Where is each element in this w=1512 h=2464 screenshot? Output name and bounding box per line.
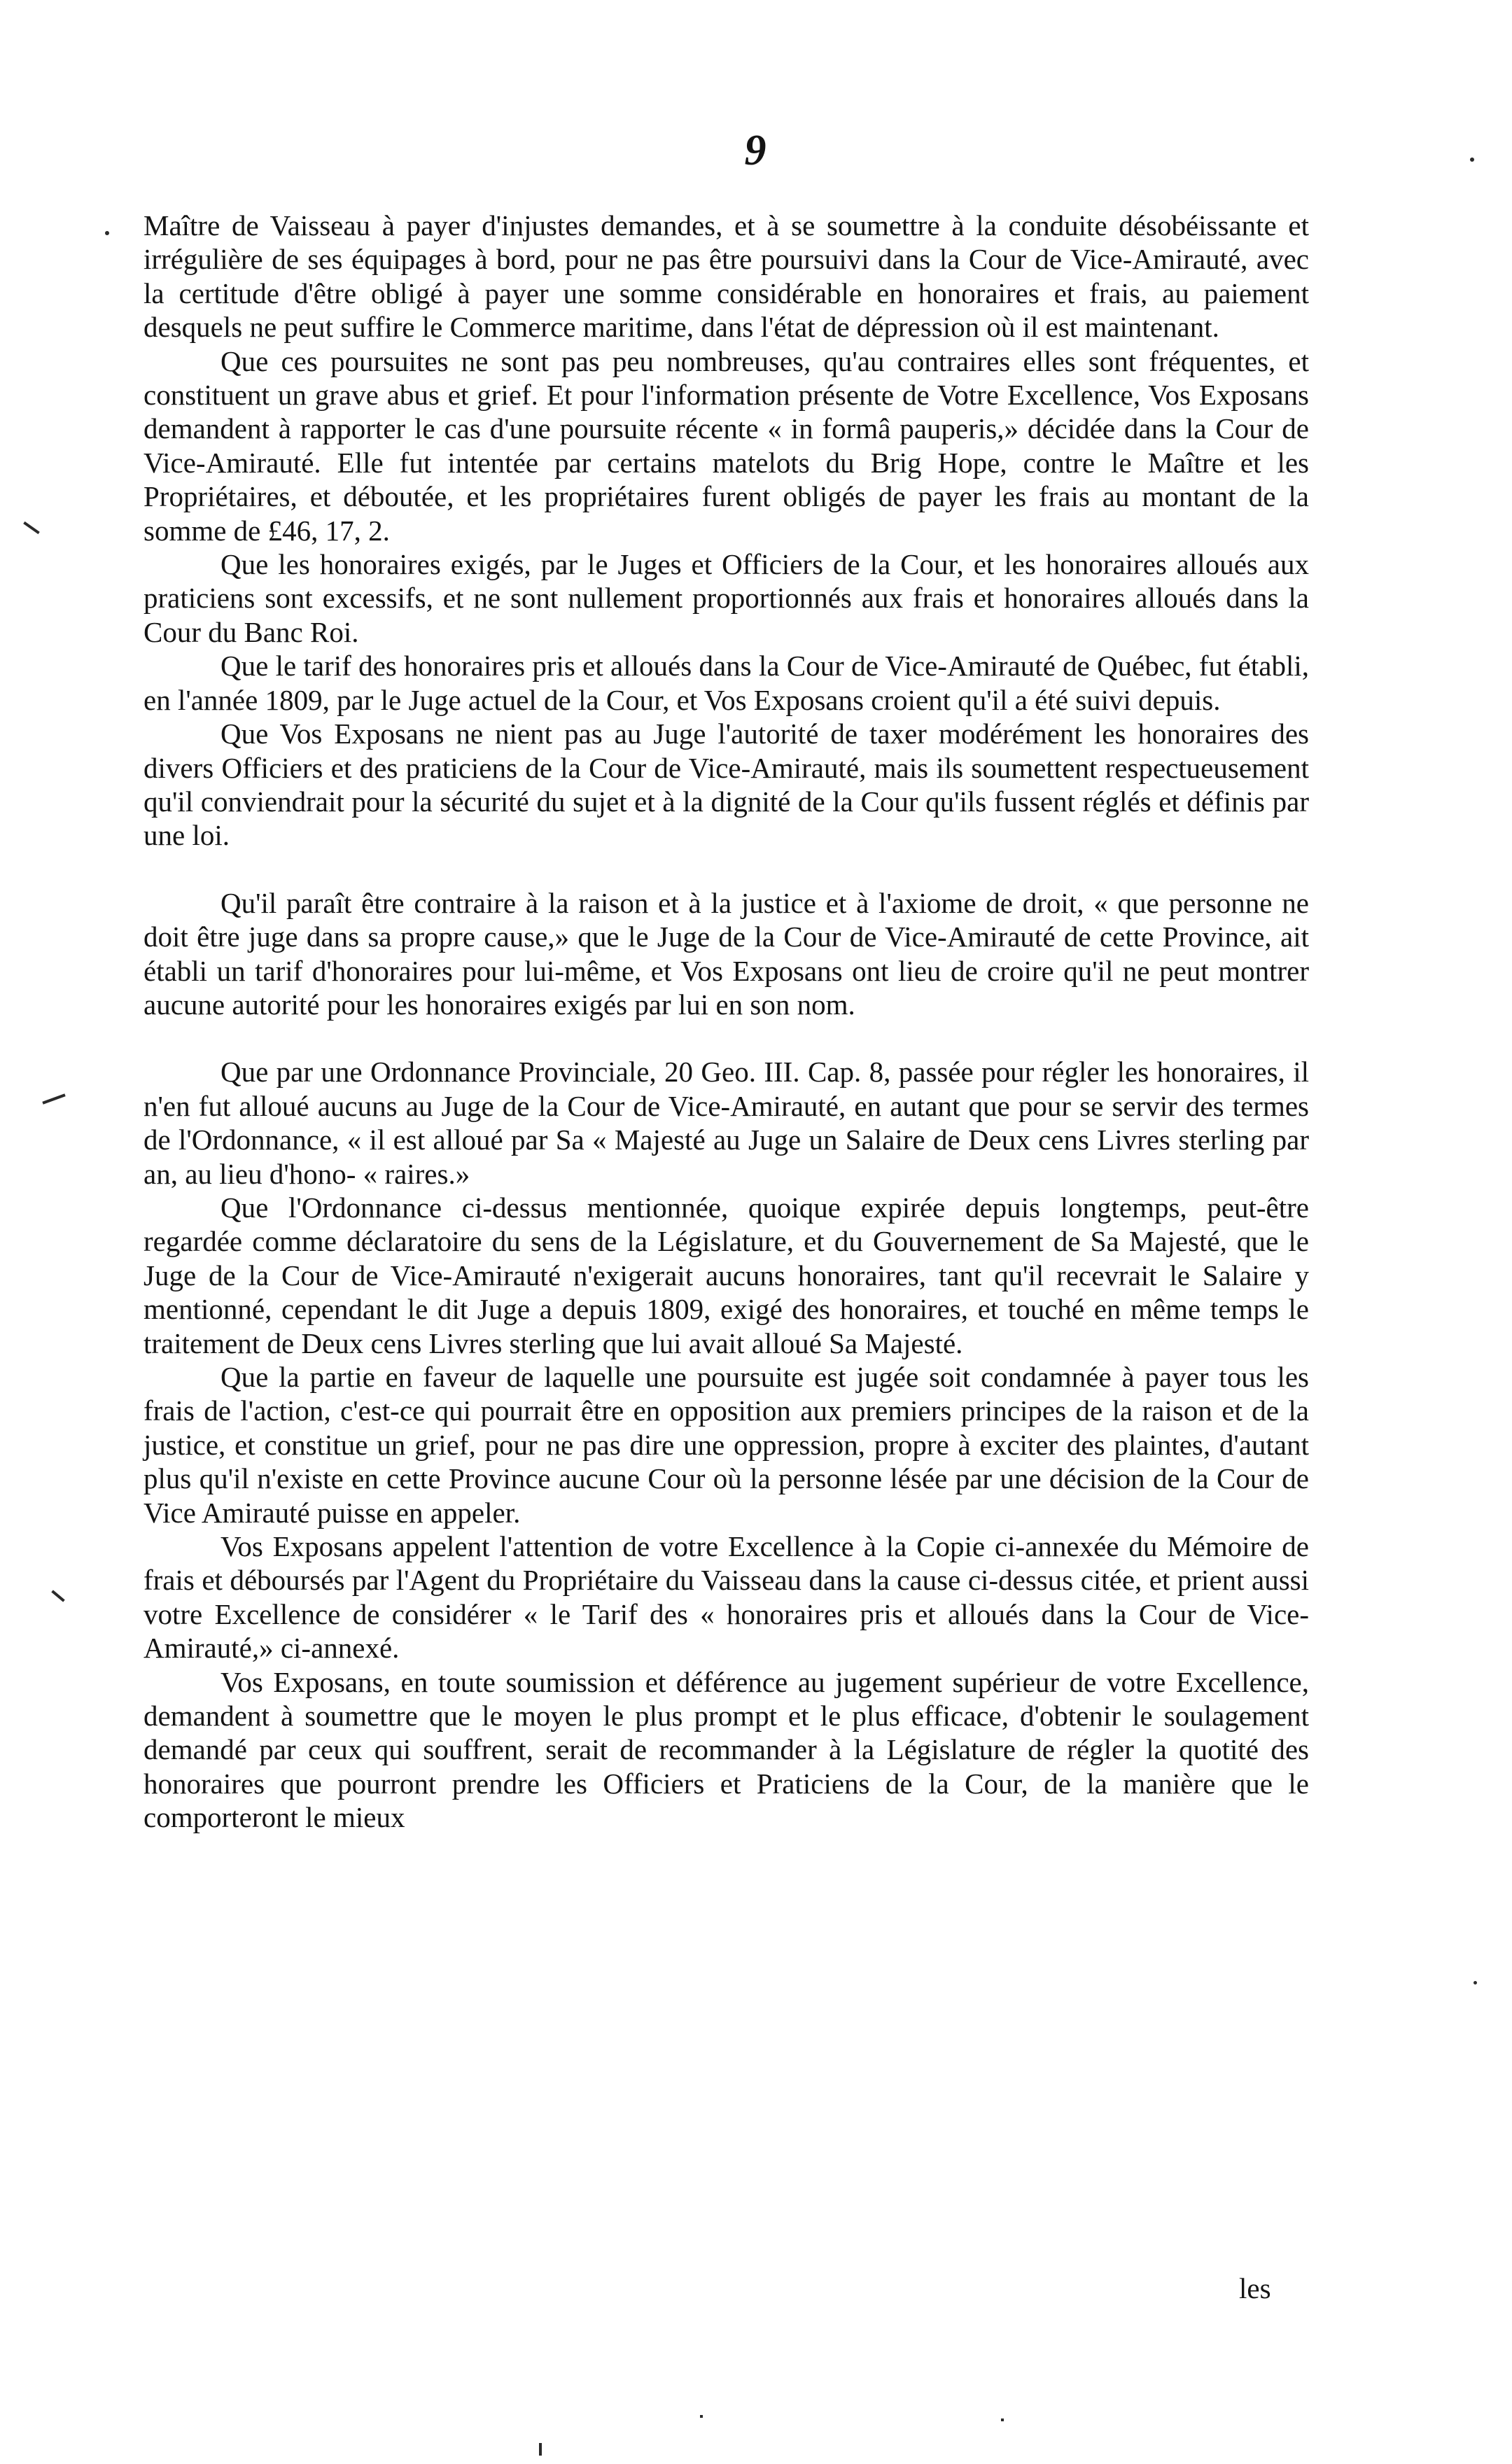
- paragraph-copie-annexee: Vos Exposans appelent l'attention de votre Excellence à la Copie ci-annexée du Mémoire de frais et déboursés par l'Agent du Propriétaire du Vaisseau dans la cause ci-dessus citée, et prient aussi votre Excellence de considérer « le Tarif des « honoraires pris et alloués dans la Cour de Vice-Amirauté,» ci-annexé.: [144, 1530, 1309, 1665]
- paragraph-frais-action: Que la partie en faveur de laquelle une poursuite est jugée soit condamnée à payer tous les frais de l'action, c'est-ce qui pourrait être en opposition aux premiers principes de la raison et de la justice, et constitue un grief, pour ne pas dire une oppression, propre à exciter des plaintes, d'autant plus qu'il n'existe en cette Province aucune Cour où la personne lésée par une décision de la Cour de Vice Amirauté puisse en appeler.: [144, 1361, 1309, 1529]
- paragraph-ordonnance: Que par une Ordonnance Provinciale, 20 Geo. III. Cap. 8, passée pour régler les honoraires, il n'en fut alloué aucuns au Juge de la Cour de Vice-Amirauté, en autant que pour se servir des termes de l'Ordonnance, « il est alloué par Sa « Majesté au Juge un Salaire de Deux cens Livres sterling par an, au lieu d'hono- « raires.»: [144, 1056, 1309, 1190]
- paragraph-soumission: Vos Exposans, en toute soumission et déférence au jugement supérieur de votre Excellence, demandent à soumettre que le moyen le plus prompt et le plus efficace, d'obtenir le soulagement demandé par ceux qui souffrent, serait de recommander à la Législature de régler la quotité des honoraires que pourront prendre les Officiers et Praticiens de la Cour, de la manière que le comporteront le mieux: [144, 1665, 1309, 1834]
- scan-speck: [539, 2443, 542, 2456]
- paragraph-honoraires-exiges: Que les honoraires exigés, par le Juges et Officiers de la Cour, et les honoraires alloués aux praticiens sont excessifs, et ne sont nullement proportionnés aux frais et honoraires alloués dans la Cour du Banc Roi.: [144, 548, 1309, 648]
- paragraph-tarif: Que le tarif des honoraires pris et alloués dans la Cour de Vice-Amirauté de Québec, fut établi, en l'année 1809, par le Juge actuel de la Cour, et Vos Exposans croient qu'il a été suivi depuis.: [144, 650, 1309, 716]
- scan-speck: [700, 2415, 703, 2418]
- paragraph-ordonnance-expiree: Que l'Ordonnance ci-dessus mentionnée, quoique expirée depuis longtemps, peut-être regardée comme déclaratoire du sens de la Législature, et du Gouvernement de Sa Majesté, que le Juge de la Cour de Vice-Amirauté n'exigerait aucuns honoraires, tant qu'il recevrait le Salaire y mentionné, cependant le dit Juge a depuis 1809, exigé des honoraires, et touché en même temps le traitement de Deux cens Livres sterling que lui avait alloué Sa Majesté.: [144, 1191, 1309, 1359]
- scan-speck: [1470, 158, 1474, 162]
- scan-speck: [105, 231, 109, 235]
- paragraph-poursuites: Que ces poursuites ne sont pas peu nombreuses, qu'au contraires elles sont fréquentes, et constituent un grave abus et grief. Et pour l'information présente de Votre Excellence, Vos Exposans demandent à rapporter le cas d'une poursuite récente « in formâ pauperis,» décidée dans la Cour de Vice-Amirauté. Elle fut intentée par certains matelots du Brig Hope, contre le Maître et les Propriétaires, et déboutée, et les propriétaires furent obligés de payer les frais au montant de la somme de £46, 17, 2.: [144, 344, 1309, 547]
- document-body: [144, 209, 1309, 1835]
- catchword: les: [1239, 2272, 1271, 2304]
- scan-speck: [1001, 2418, 1004, 2421]
- scan-speck: [1474, 1981, 1477, 1984]
- margin-mark: [42, 1093, 65, 1104]
- paragraph-axiome: Qu'il paraît être contraire à la raison et à la justice et à l'axiome de droit, « que personne ne doit être juge dans sa propre cause,» que le Juge de la Cour de Vice-Amirauté de cette Province, ait établi un tarif d'honoraires pour lui-même, et Vos Exposans ont lieu de croire qu'il ne peut montrer aucune autorité pour les honoraires exigés par lui en son nom.: [144, 886, 1309, 1021]
- margin-mark: [51, 1590, 64, 1602]
- page-number: 9: [744, 127, 768, 174]
- margin-mark: [23, 522, 40, 534]
- paragraph-continuation: Maître de Vaisseau à payer d'injustes demandes, et à se soumettre à la conduite désobéissante et irrégulière de ses équipages à bord, pour ne pas être poursuivi dans la Cour de Vice-Amirauté, avec la certitude d'être obligé à payer une somme considérable en honoraires et frais, au paiement desquels ne peut suffire le Commerce maritime, dans l'état de dépression où il est maintenant.: [144, 209, 1309, 344]
- paragraph-autorite-juge: Que Vos Exposans ne nient pas au Juge l'autorité de taxer modérément les honoraires des divers Officiers et des praticiens de la Cour de Vice-Amirauté, mais ils soumettent respectueusement qu'il conviendrait pour la sécurité du sujet et à la dignité de la Cour qu'ils fussent réglés et définis par une loi.: [144, 718, 1309, 852]
